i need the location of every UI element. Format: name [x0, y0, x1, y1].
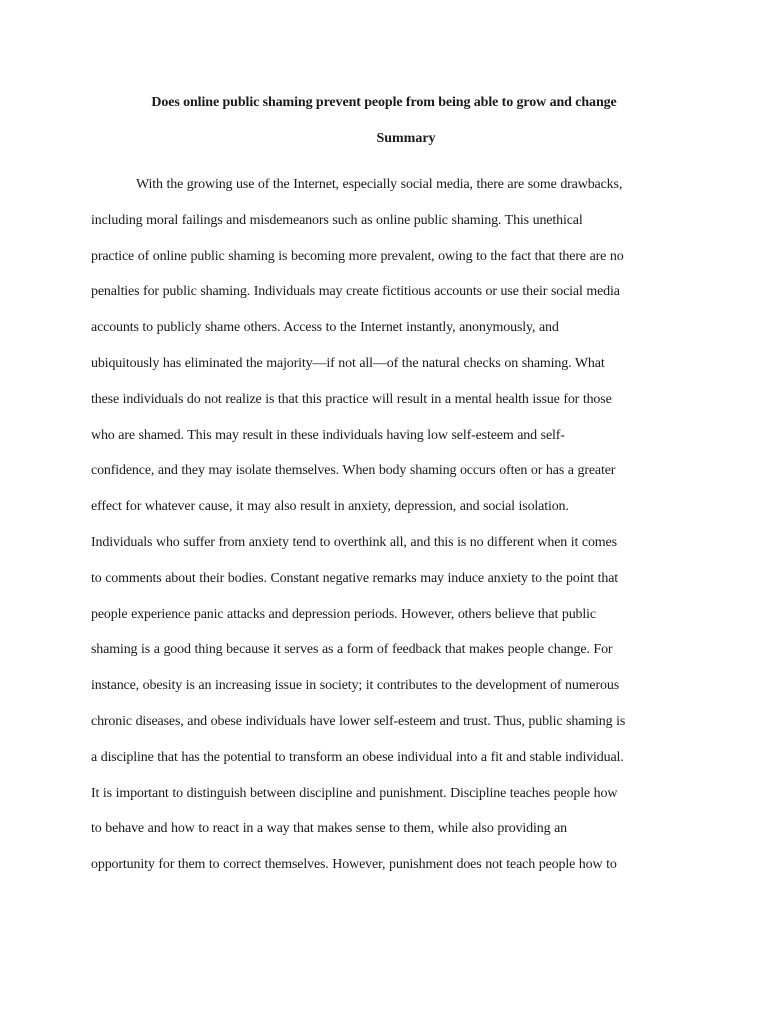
- section-heading-summary: Summary: [376, 131, 436, 146]
- text-line: With the growing use of the Internet, especially social media, there are some drawbacks,: [136, 177, 623, 192]
- text-line: penalties for public shaming. Individuals may create fictitious accounts or use their social media: [91, 284, 620, 300]
- text-line: confidence, and they may isolate themselves. When body shaming occurs often or has a greater: [91, 463, 616, 479]
- text-line: including moral failings and misdemeanors such as online public shaming. This unethical: [91, 212, 583, 228]
- text-line: effect for whatever cause, it may also result in anxiety, depression, and social isolation.: [91, 499, 569, 515]
- text-line: people experience panic attacks and depression periods. However, others believe that public: [91, 606, 596, 622]
- summary-paragraph: [91, 176, 625, 892]
- text-line: It is important to distinguish between discipline and punishment. Discipline teaches people how: [91, 785, 618, 801]
- text-line: practice of online public shaming is becoming more prevalent, owing to the fact that there are no: [91, 248, 624, 264]
- text-line: to comments about their bodies. Constant negative remarks may induce anxiety to the point that: [91, 570, 619, 586]
- text-line: instance, obesity is an increasing issue in society; it contributes to the development of numerous: [91, 678, 619, 694]
- document-title: Does online public shaming prevent people from being able to grow and change: [151, 95, 617, 110]
- text-line: accounts to publicly shame others. Access to the Internet instantly, anonymously, and: [91, 320, 559, 336]
- text-line: ubiquitously has eliminated the majority—if not all—of the natural checks on shaming. What: [91, 355, 605, 371]
- text-line: a discipline that has the potential to transform an obese individual into a fit and stable individual.: [91, 749, 624, 765]
- text-line: who are shamed. This may result in these individuals having low self-esteem and self-: [91, 427, 565, 443]
- text-line: these individuals do not realize is that this practice will result in a mental health issue for those: [91, 391, 612, 407]
- text-line: chronic diseases, and obese individuals have lower self-esteem and trust. Thus, public shaming is: [91, 713, 626, 729]
- text-line: shaming is a good thing because it serves as a form of feedback that makes people change. For: [91, 642, 613, 658]
- text-line: Individuals who suffer from anxiety tend to overthink all, and this is no different when it comes: [91, 534, 617, 550]
- text-line: opportunity for them to correct themselves. However, punishment does not teach people how to: [91, 857, 617, 873]
- text-line: to behave and how to react in a way that makes sense to them, while also providing an: [91, 821, 567, 837]
